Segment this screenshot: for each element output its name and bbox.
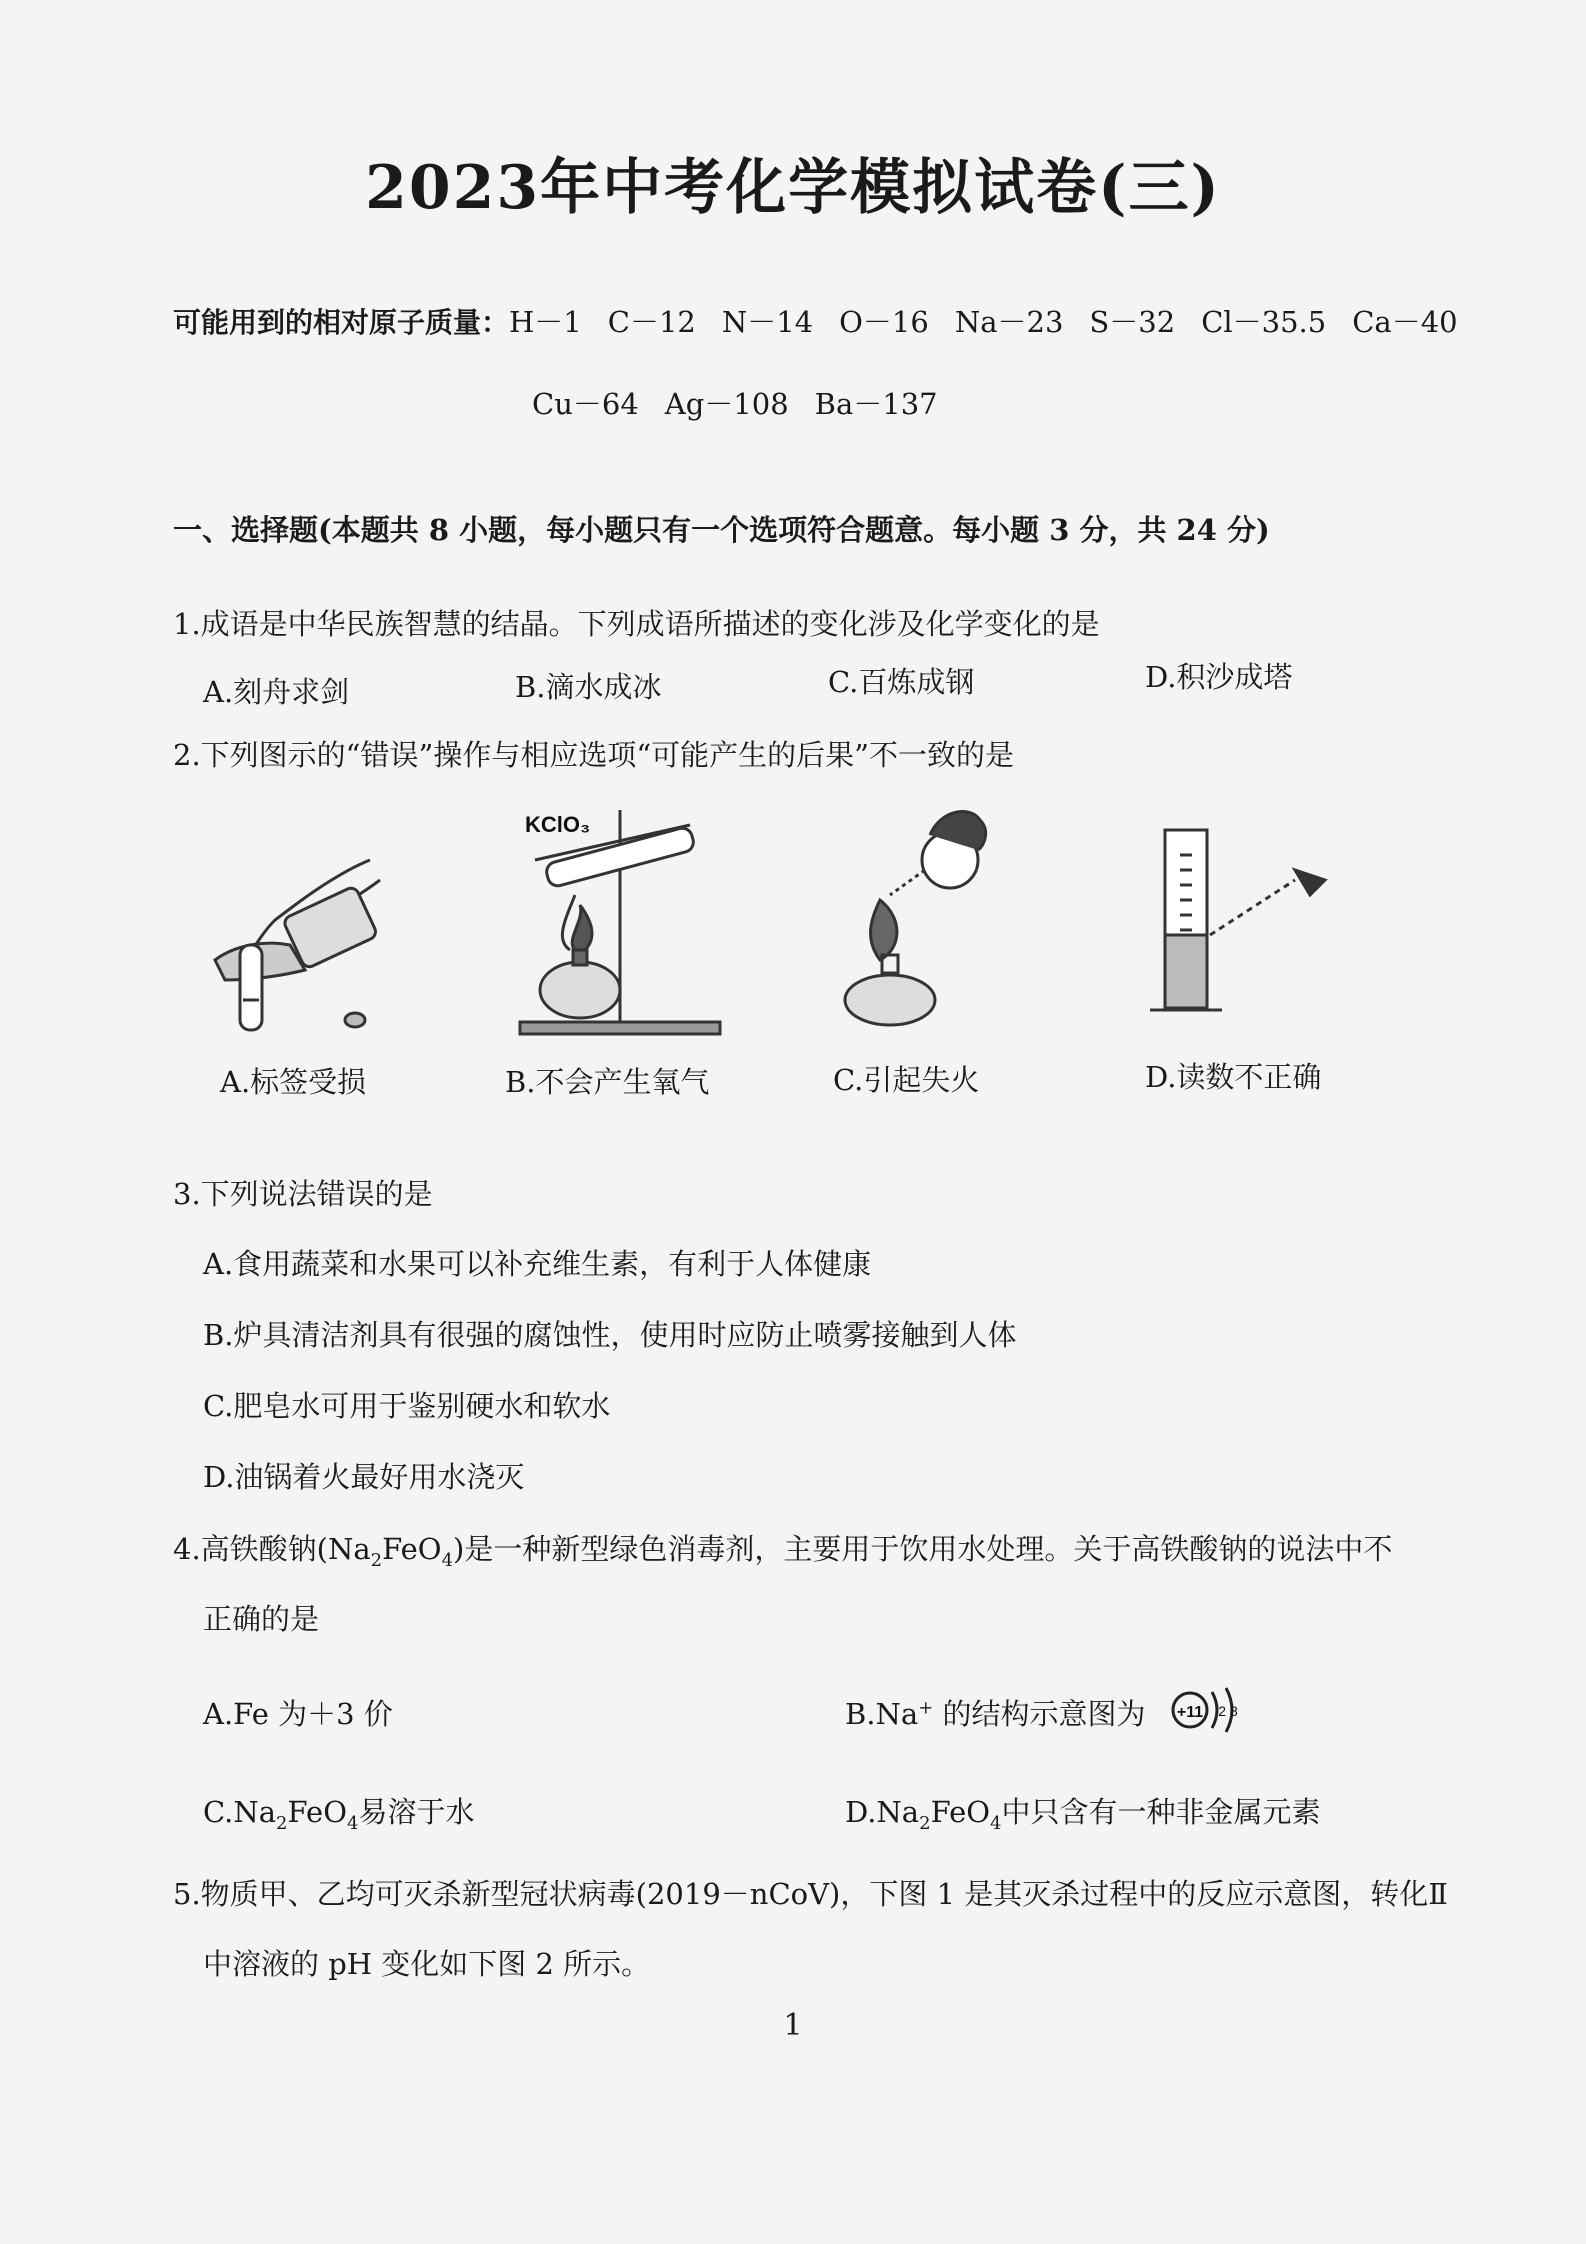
question-4-option-d: $D.Na_2FeO_4$中只含有一种非金属元素	[845, 1795, 1321, 1834]
question-4-option-a: A.Fe 为＋3 价	[203, 1697, 393, 1731]
atomic-mass-item: H－1	[509, 305, 582, 339]
question-4-stem-line-2: 正确的是	[203, 1602, 320, 1636]
page-number: 1	[783, 2008, 803, 2043]
question-1-option-b: B.滴水成冰	[515, 670, 662, 704]
question-2-stem: 2.下列图示的“错误”操作与相应选项“可能产生的后果”不一致的是	[173, 738, 1014, 772]
question-4-option-b: B.Na+ 的结构示意图为	[845, 1697, 1146, 1731]
atomic-mass-item: C－12	[607, 305, 696, 339]
atomic-mass-item: Ca－40	[1352, 305, 1458, 339]
atomic-mass-item: O－16	[839, 305, 929, 339]
question-3-stem: 3.下列说法错误的是	[173, 1177, 433, 1211]
atomic-mass-label: 可能用到的相对原子质量：	[173, 306, 510, 339]
question-4-stem: 4.高铁酸钠$(Na_2FeO_4)$是一种新型绿色消毒剂，主要用于饮用水处理。关于高铁酸钠的说法中不	[173, 1532, 1393, 1571]
svg-text:2 8: 2 8	[1218, 1703, 1238, 1719]
pouring-liquid-illustration	[195, 850, 405, 1040]
kclo3-label: KClO₃	[525, 812, 591, 837]
question-2-option-a: A.标签受损	[220, 1065, 367, 1099]
question-3-option-d: D.油锅着火最好用水浇灭	[203, 1460, 525, 1494]
question-1-stem: 1.成语是中华民族智慧的结晶。下列成语所描述的变化涉及化学变化的是	[173, 607, 1100, 641]
question-3-option-a: A.食用蔬菜和水果可以补充维生素，有利于人体健康	[203, 1247, 872, 1281]
question-1-option-d: D.积沙成塔	[1145, 660, 1293, 694]
sodium-ion-structure-diagram	[1170, 1680, 1250, 1740]
atomic-mass-item: S－32	[1089, 305, 1176, 339]
question-2-option-b: B.不会产生氧气	[505, 1065, 710, 1099]
question-1-option-a: A.刻舟求剑	[203, 675, 350, 709]
atomic-mass-item: Ba－137	[814, 387, 938, 421]
graduated-cylinder-illustration	[1140, 825, 1350, 1025]
question-4-option-c: $C.Na_2FeO_4$易溶于水	[203, 1795, 475, 1834]
atomic-mass-line-2	[532, 382, 938, 423]
question-1-option-c: C.百炼成钢	[828, 665, 975, 699]
question-3-option-b: B.炉具清洁剂具有很强的腐蚀性，使用时应防止喷雾接触到人体	[203, 1318, 1017, 1352]
atomic-mass-item: Ag－108	[664, 387, 789, 421]
svg-text:+11: +11	[1176, 1704, 1204, 1721]
question-5-stem-line-2: 中溶液的 pH 变化如下图 2 所示。	[203, 1947, 651, 1981]
page-title: 2023年中考化学模拟试卷(三)	[365, 153, 1221, 223]
question-3-option-c: C.肥皂水可用于鉴别硬水和软水	[203, 1389, 611, 1423]
question-2-option-d: D.读数不正确	[1145, 1060, 1322, 1094]
blowing-alcohol-lamp-illustration	[830, 800, 1010, 1030]
heating-test-tube-illustration	[505, 800, 735, 1040]
atomic-mass-item: Cu－64	[532, 387, 639, 421]
atomic-mass-line-1	[173, 300, 1458, 341]
section-heading: 一、选择题(本题共 8 小题，每小题只有一个选项符合题意。每小题 3 分，共 24 分)	[173, 513, 1270, 547]
atomic-mass-item: Cl－35.5	[1201, 305, 1327, 339]
question-5-stem: 5.物质甲、乙均可灭杀新型冠状病毒(2019－nCoV)，下图 1 是其灭杀过程中的反应示意图，转化Ⅱ	[173, 1877, 1448, 1911]
atomic-mass-item: Na－23	[954, 305, 1064, 339]
question-2-option-c: C.引起失火	[833, 1063, 980, 1097]
atomic-mass-item: N－14	[721, 305, 814, 339]
